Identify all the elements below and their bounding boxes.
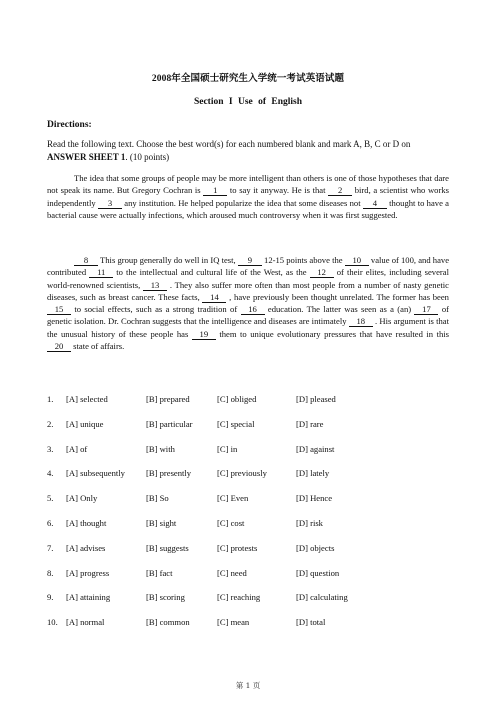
answer-sheet-label: ANSWER SHEET 1 [47, 152, 126, 162]
blank-2: 2 [328, 185, 352, 196]
passage-paragraph-1 [47, 172, 449, 221]
option-a[interactable]: [A] subsequently [66, 468, 125, 479]
blank-9: 9 [238, 255, 262, 266]
passage-text: of their elites, including several world-renowned scientists, [47, 267, 449, 290]
blank-16: 16 [241, 304, 265, 315]
option-c[interactable]: [C] protests [217, 542, 258, 553]
blank-1: 1 [203, 185, 227, 196]
option-d[interactable]: [D] calculating [296, 592, 348, 603]
option-d[interactable]: [D] total [296, 617, 326, 628]
option-b[interactable]: [B] particular [146, 418, 193, 429]
blank-13: 13 [143, 280, 167, 291]
blank-14: 14 [202, 292, 226, 303]
blank-4: 4 [363, 198, 387, 209]
option-c[interactable]: [C] need [217, 567, 247, 578]
passage-text: 12-15 points above the [264, 255, 343, 265]
option-c[interactable]: [C] cost [217, 518, 245, 528]
passage-text: to social effects, such as a strong tradition of [74, 304, 238, 315]
option-a[interactable]: [A] attaining [66, 592, 111, 603]
option-d[interactable]: [D] rare [296, 418, 324, 429]
option-d[interactable]: [D] question [296, 567, 340, 578]
question-number: 9. [47, 592, 54, 603]
question-number: 1. [47, 394, 54, 404]
option-a[interactable]: [A] progress [66, 567, 110, 578]
passage-text: , have previously been thought unrelated. The former has been [229, 291, 449, 302]
blank-17: 17 [414, 304, 438, 315]
section-title: Section I Use of English [193, 97, 303, 107]
option-c[interactable]: [C] obliged [217, 394, 257, 404]
blank-19: 19 [192, 329, 216, 340]
passage-text: bird, a scientist who works independently [47, 185, 449, 208]
option-d[interactable]: [D] lately [296, 468, 330, 479]
option-b[interactable]: [B] suggests [146, 542, 189, 553]
page-number: 第 1 页 [235, 681, 261, 690]
option-d[interactable]: [D] Hence [296, 493, 333, 504]
blank-10: 10 [345, 255, 369, 266]
blank-18: 18 [349, 316, 373, 327]
passage-text: to the intellectual and cultural life of the West, as the [116, 267, 307, 278]
passage-text: thought to have a bacterial cause were actually infections, which aroused much controversy when it was first suggested. [47, 197, 449, 220]
option-d[interactable]: [D] risk [296, 518, 323, 528]
question-number: 6. [47, 518, 54, 528]
blank-3: 3 [98, 198, 122, 209]
passage-text: value of 100, and have contributed [47, 255, 450, 278]
option-c[interactable]: [C] in [217, 443, 238, 454]
instructions-text: Read the following text. Choose the best word(s) for each numbered blank and mark A, B, C or D on [47, 139, 411, 149]
blank-11: 11 [89, 267, 113, 278]
blank-20: 20 [47, 341, 71, 352]
option-b[interactable]: [B] sight [146, 518, 177, 528]
option-b[interactable]: [B] common [146, 617, 190, 628]
passage-text: This group generally do well in IQ test, [100, 255, 236, 265]
question-number: 4. [47, 468, 54, 479]
option-a[interactable]: [A] selected [66, 394, 108, 404]
option-a[interactable]: [A] of [66, 443, 88, 454]
option-c[interactable]: [C] Even [217, 493, 249, 504]
blank-15: 15 [47, 304, 71, 315]
directions-label: Directions: [47, 120, 92, 130]
option-c[interactable]: [C] mean [217, 617, 250, 628]
instructions-points: . (10 points) [125, 152, 170, 162]
option-a[interactable]: [A] thought [66, 518, 107, 528]
passage-text: of genetic isolation. Dr. Cochran suggests that the intelligence and diseases are intimately [47, 304, 449, 327]
question-number: 8. [47, 567, 54, 578]
option-d[interactable]: [D] objects [296, 542, 335, 553]
option-c[interactable]: [C] special [217, 418, 255, 429]
passage-text: education. The latter was seen as a (an) [267, 304, 412, 315]
instructions [47, 138, 449, 164]
option-a[interactable]: [A] normal [66, 617, 105, 628]
passage-text: The idea that some groups of people may be more intelligent than others is one of those hypotheses that dare not speak its name. But Gregory Cochran is [47, 173, 449, 196]
passage-text: . They also suffer more often than most people from a number of nasty genetic diseases, such as breast cancer. These facts, [47, 279, 449, 302]
question-number: 3. [47, 443, 54, 454]
option-a[interactable]: [A] advises [66, 542, 106, 553]
option-b[interactable]: [B] scoring [146, 592, 185, 603]
exam-title: 2008年全国硕士研究生入学统一考试英语试题 [151, 74, 345, 84]
option-d[interactable]: [D] against [296, 443, 335, 454]
option-b[interactable]: [B] So [146, 493, 169, 504]
question-number: 2. [47, 418, 54, 429]
question-number: 10. [47, 617, 58, 628]
passage-text: any institution. He helped popularize the idea that some diseases not [124, 197, 361, 208]
option-a[interactable]: [A] Only [66, 493, 98, 504]
passage-paragraph-2 [47, 254, 449, 352]
option-d[interactable]: [D] pleased [296, 394, 336, 404]
option-b[interactable]: [B] prepared [146, 394, 190, 404]
option-c[interactable]: [C] reaching [217, 592, 261, 603]
blank-12: 12 [310, 267, 334, 278]
passage-text: . His argument is that the unusual history of these people has [47, 316, 449, 339]
option-a[interactable]: [A] unique [66, 418, 104, 429]
question-number: 7. [47, 542, 54, 553]
option-b[interactable]: [B] fact [146, 567, 173, 578]
passage-text: to say it anyway. He is that [229, 185, 326, 196]
passage-text: them to unique evolutionary pressures that have resulted in this [219, 328, 449, 339]
option-b[interactable]: [B] with [146, 443, 175, 454]
blank-8: 8 [74, 255, 98, 266]
option-c[interactable]: [C] previously [217, 468, 267, 479]
option-b[interactable]: [B] presently [146, 468, 192, 479]
question-number: 5. [47, 493, 54, 504]
passage-text: state of affairs. [73, 341, 125, 352]
